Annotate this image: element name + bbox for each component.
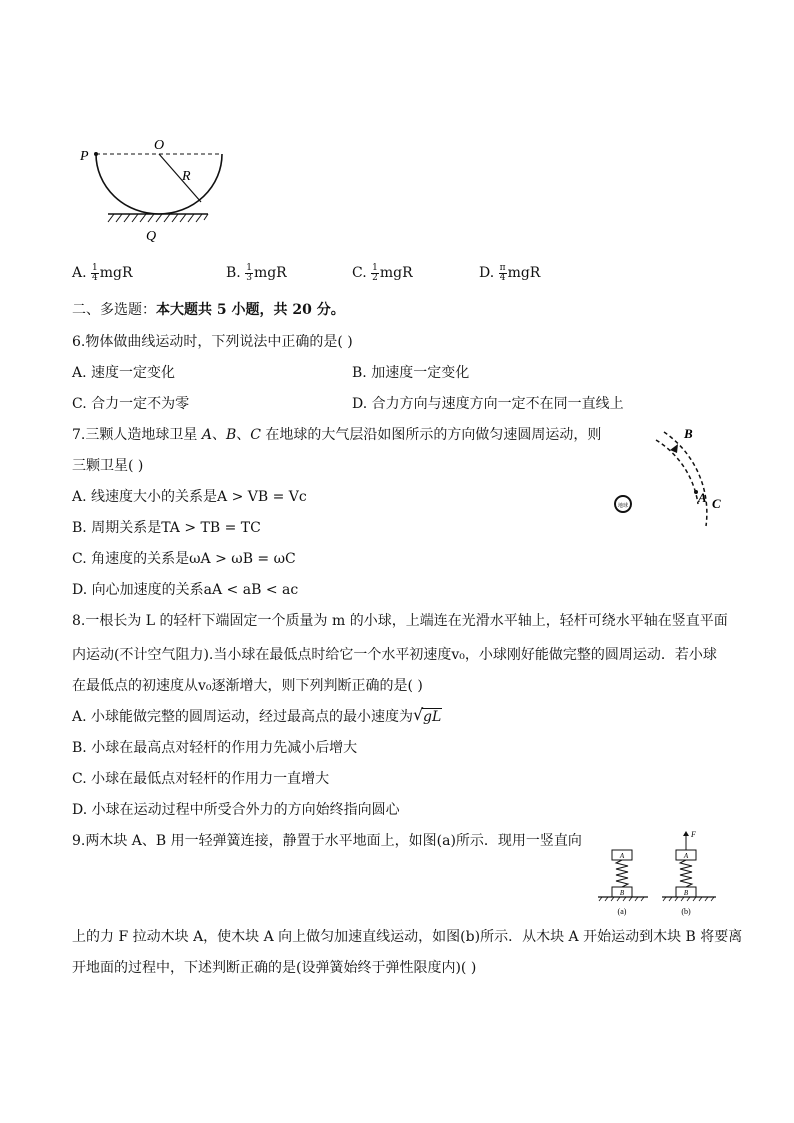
q7-option-a[interactable]: A. 线速度大小的关系是A > VB = Vc (72, 489, 307, 505)
label-q: Q (146, 229, 157, 244)
earth-label: 地球 (617, 504, 629, 509)
q6-stem: 6.物体做曲线运动时，下列说法中正确的是( ) (72, 334, 353, 350)
q7-stem-line1: 7.三颗人造地球卫星 A、B、C 在地球的大气层沿如图所示的方向做匀速圆周运动，则 (72, 427, 602, 443)
section-header: 二、多选题：本大题共 5 小题，共 20 分。 (72, 302, 345, 318)
label-b: B (684, 426, 693, 441)
q5-option-c[interactable]: C. $\frac{1}{2}$ mgR (352, 262, 413, 283)
label-r: R (182, 169, 191, 184)
fraction: $\frac{1}{4}$ (92, 262, 98, 283)
radius-line (159, 154, 201, 202)
q8-stem-line3: 在最低点的初速度从v₀逐渐增大，则下列判断正确的是( ) (72, 678, 423, 694)
label-c: C (712, 496, 721, 511)
ground-hatch (108, 214, 208, 222)
q9-stem-line3: 开地面的过程中，下述判断正确的是(设弹簧始终于弹性限度内)( ) (72, 960, 477, 976)
fraction: $\frac{1}{2}$ (372, 262, 378, 283)
q8-stem-line2: 内运动(不计空气阻力).当小球在最低点时给它一个水平初速度v₀，小球刚好能做完整的圆周运动．若小球 (72, 647, 717, 663)
q6-option-d[interactable]: D. 合力方向与速度方向一定不在同一直线上 (352, 396, 624, 412)
svg-text:A: A (683, 852, 689, 860)
q8-option-b[interactable]: B. 小球在最高点对轻杆的作用力先减小后增大 (72, 740, 358, 756)
q7-option-b[interactable]: B. 周期关系是TA > TB = TC (72, 520, 261, 536)
q5-option-b[interactable]: B. $\frac{1}{3}$ mgR (226, 262, 287, 283)
q5-option-d[interactable]: D. $\frac{\pi}{4}$ mgR (479, 262, 541, 283)
spring-blocks-figure (592, 828, 728, 924)
q7-option-c[interactable]: C. 角速度的关系是ωA > ωB = ωC (72, 551, 296, 567)
q8-stem-line1: 8.一根长为 L 的轻杆下端固定一个质量为 m 的小球，上端连在光滑水平轴上，轻杆可绕水平轴在竖直平面 (72, 613, 728, 629)
spring-fig-a (616, 860, 628, 887)
q6-option-c[interactable]: C. 合力一定不为零 (72, 396, 190, 412)
point-p (94, 152, 98, 156)
q8-option-c[interactable]: C. 小球在最低点对轻杆的作用力一直增大 (72, 771, 330, 787)
q7-stem-line2: 三颗卫星( ) (72, 458, 144, 474)
label-fig-b: (b) (681, 907, 691, 916)
svg-text:F: F (691, 830, 696, 839)
q8-option-d[interactable]: D. 小球在运动过程中所受合外力的方向始终指向圆心 (72, 802, 400, 818)
spring-fig-b (680, 860, 692, 887)
svg-text:B: B (619, 889, 625, 897)
label-fig-a: (a) (617, 907, 627, 916)
q5-option-a[interactable]: A. $\frac{1}{4}$ mgR (72, 262, 133, 283)
arrow-b (670, 444, 678, 453)
q7-option-d[interactable]: D. 向心加速度的关系aA < aB < ac (72, 582, 299, 598)
label-p: P (80, 149, 89, 164)
svg-text:B: B (683, 889, 689, 897)
label-a: A (698, 490, 707, 505)
q9-stem-line2: 上的力 F 拉动木块 A，使木块 A 向上做匀加速直线运动，如图(b)所示．从木块 A 开始运动到木块 B 将要离 (72, 929, 743, 945)
q8-option-a[interactable]: A. 小球能做完整的圆周运动，经过最高点的最小速度为 √ gL (72, 705, 442, 725)
fraction: $\frac{1}{3}$ (246, 262, 252, 283)
sqrt-expression: √ gL (413, 705, 442, 725)
label-o: O (154, 138, 165, 153)
q6-option-a[interactable]: A. 速度一定变化 (72, 365, 176, 381)
q9-stem-line1: 9.两木块 A、B 用一轻弹簧连接，静置于水平地面上，如图(a)所示．现用一竖直向 (72, 833, 582, 849)
svg-text:A: A (619, 852, 625, 860)
satellite-orbit-figure (606, 420, 730, 538)
outer-orbit (664, 432, 707, 526)
fraction: $\frac{\pi}{4}$ (499, 262, 506, 283)
bowl-arc (96, 154, 222, 214)
q6-option-b[interactable]: B. 加速度一定变化 (352, 365, 470, 381)
bowl-figure (76, 130, 236, 248)
